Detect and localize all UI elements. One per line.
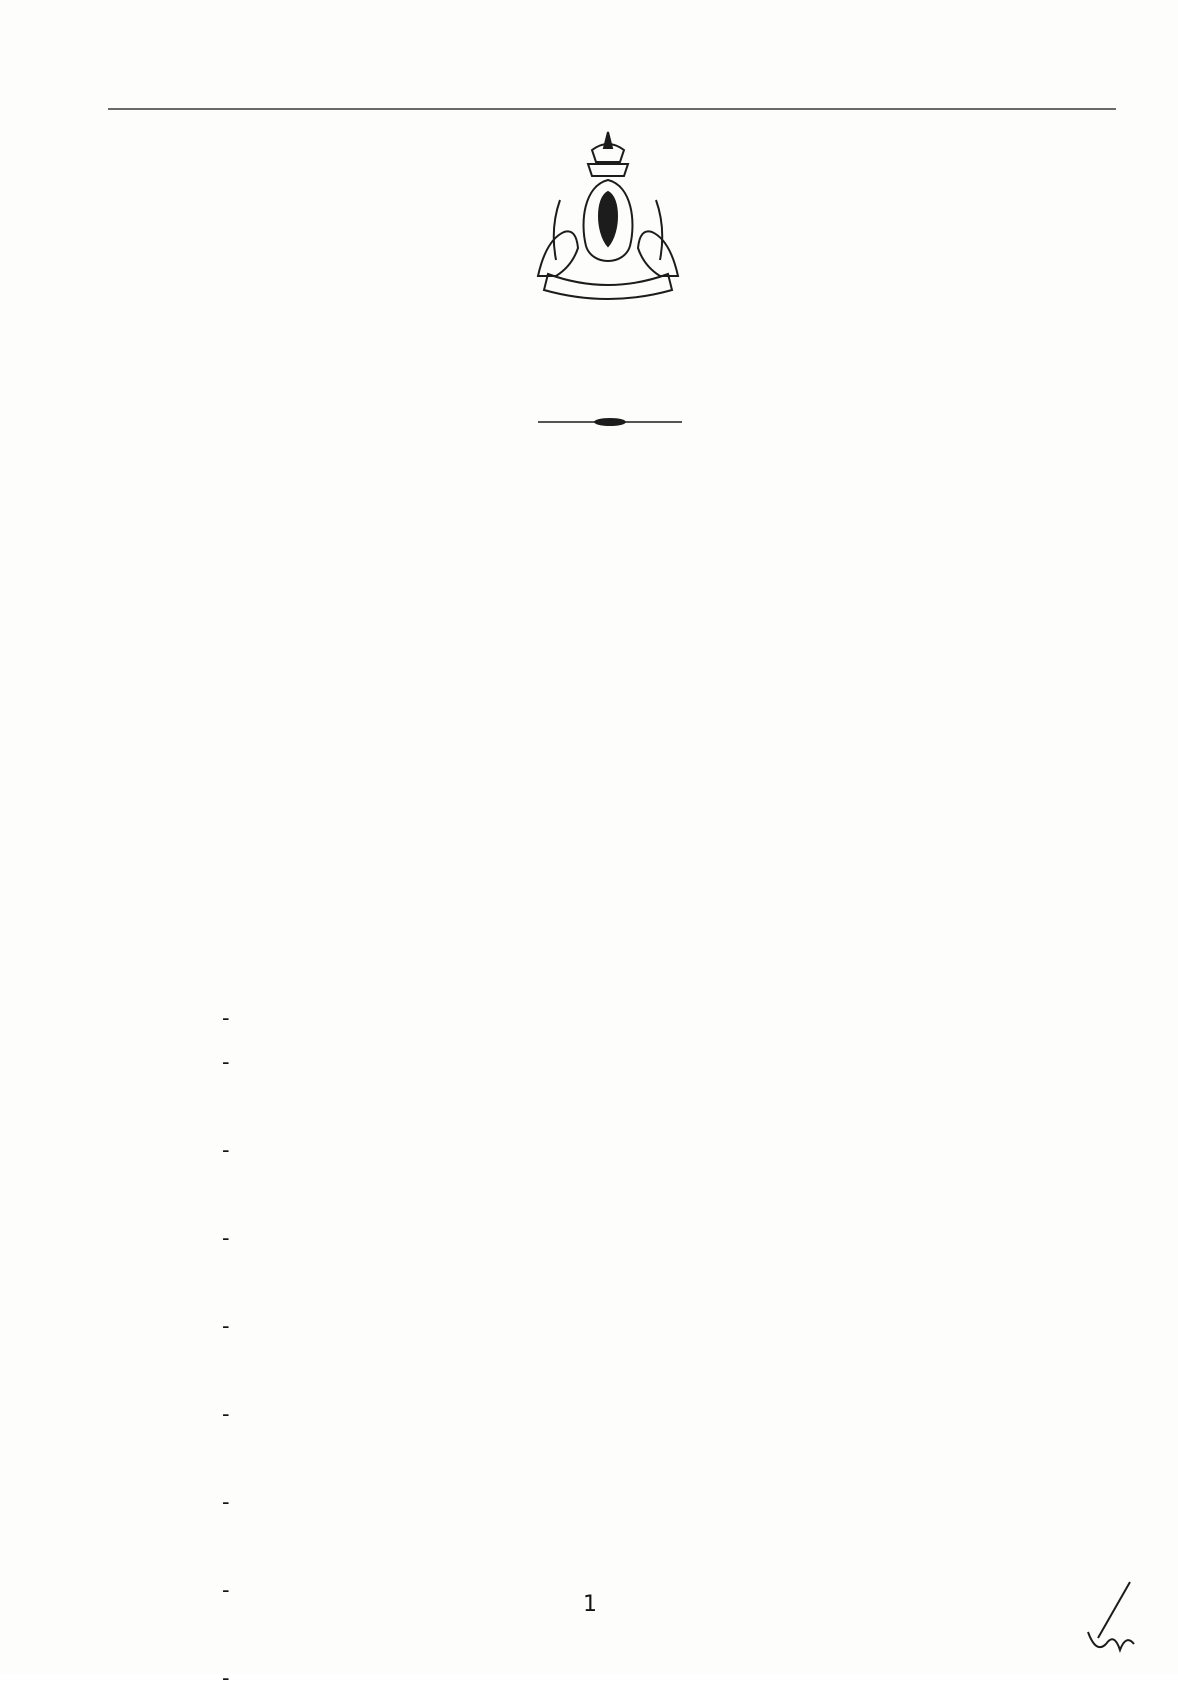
kingdom-name <box>340 326 860 370</box>
royal-coat-of-arms-icon <box>526 128 690 306</box>
page-number: 1 <box>583 1592 597 1617</box>
preamble-list <box>222 996 1082 1690</box>
list-item <box>222 1040 1082 1128</box>
list-dash: - <box>222 1050 230 1074</box>
document-type <box>440 490 780 530</box>
signature-mark <box>1036 1580 1136 1660</box>
list-dash: - <box>222 1490 230 1514</box>
list-dash: - <box>222 1006 230 1030</box>
reference-number <box>60 460 420 500</box>
title-line <box>230 680 990 730</box>
motto-ornament <box>538 416 682 428</box>
title-line <box>230 780 990 830</box>
title-line <box>230 730 990 780</box>
list-dash: - <box>222 1666 230 1690</box>
header-rule <box>108 108 1116 110</box>
title-line <box>230 580 990 630</box>
running-header <box>112 52 1112 102</box>
list-item <box>222 1128 1082 1216</box>
title-line <box>230 830 990 880</box>
list-dash: - <box>222 1226 230 1250</box>
subject-heading <box>440 534 780 574</box>
list-dash: - <box>222 1138 230 1162</box>
title-ornament <box>520 890 700 914</box>
list-item <box>222 1480 1082 1568</box>
national-motto <box>340 374 860 414</box>
list-item <box>222 1216 1082 1304</box>
list-item <box>222 1304 1082 1392</box>
list-item <box>222 1568 1082 1656</box>
list-dash: - <box>222 1578 230 1602</box>
title-line <box>230 630 990 680</box>
list-item <box>222 996 1082 1040</box>
issuer-name <box>60 414 380 454</box>
list-dash: - <box>222 1402 230 1426</box>
list-item <box>222 1656 1082 1700</box>
title-block <box>230 580 990 880</box>
list-dash: - <box>222 1314 230 1338</box>
enacting-body <box>460 932 760 976</box>
list-item <box>222 1392 1082 1480</box>
